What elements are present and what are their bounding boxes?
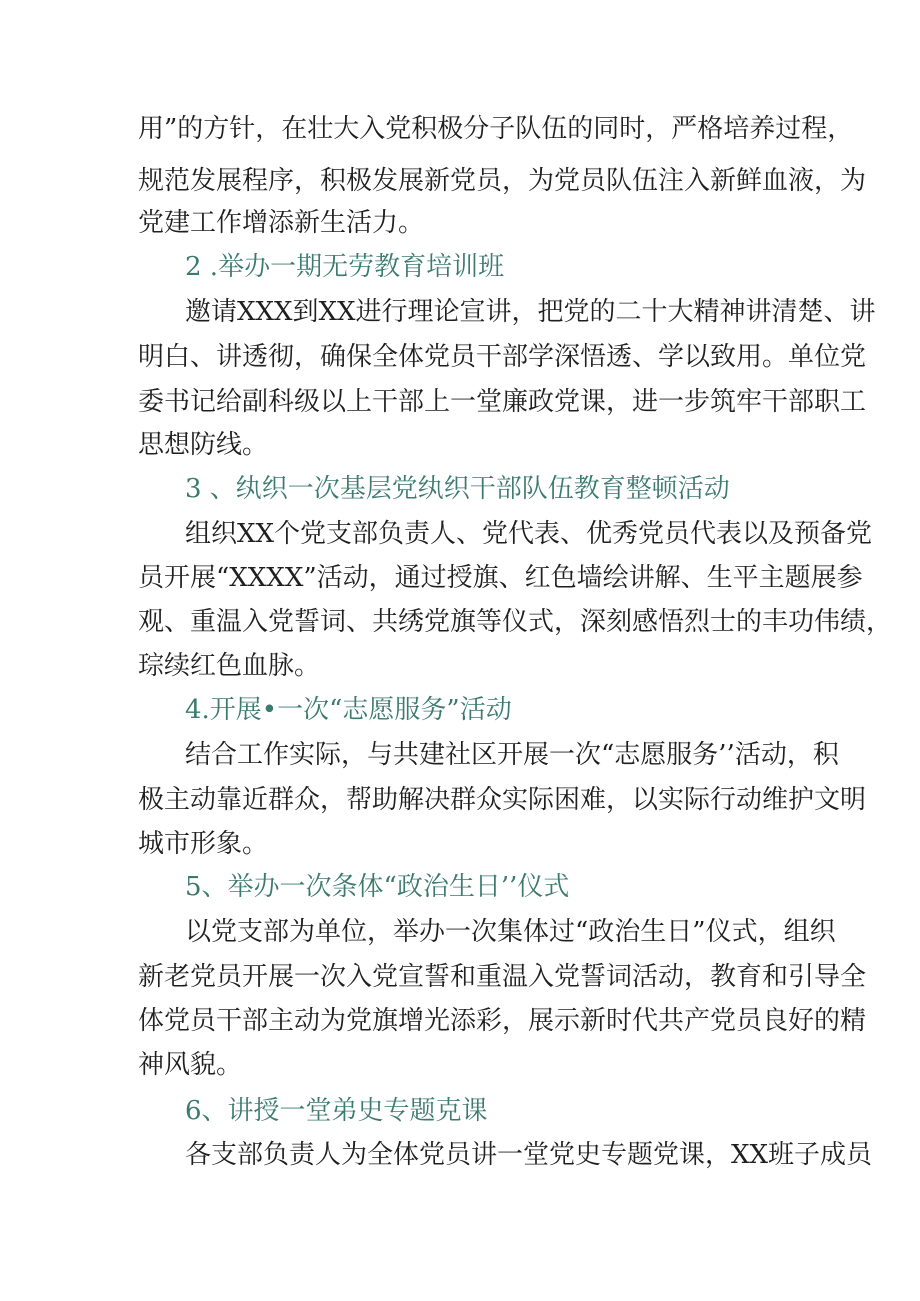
paragraph-line: 党建工作增添新生活力。	[138, 208, 425, 238]
paragraph-line: 结合工作实际，与共建社区开展一次“志愿服务’’活动，积	[185, 740, 839, 770]
paragraph-line: 以党支部为单位，举办一次集体过“政治生日”仪式，组织	[185, 917, 836, 947]
section-heading-4: 4.开展•一次“志愿服务”活动	[185, 695, 512, 725]
paragraph-line: 组织XX个党支部负责人、党代表、优秀党员代表以及预备党	[185, 519, 873, 549]
paragraph-line: 神风貌。	[138, 1050, 243, 1080]
section-heading-5: 5、举办一次条体“政治生日’’仪式	[185, 872, 570, 902]
paragraph-line: 员开展“XXXX”活动，通过授旗、红色墙绘讲解、生平主题展参	[138, 563, 863, 593]
section-heading-6: 6、讲授一堂弟史专题克课	[185, 1096, 488, 1126]
paragraph-line: 体党员干部主动为党旗增光添彩，展示新时代共产党员良好的精	[138, 1006, 867, 1036]
paragraph-line: 思想防线。	[138, 430, 269, 460]
paragraph-line: 委书记给副科级以上干部上一堂廉政党课，进一步筑牢干部职工	[138, 387, 867, 417]
paragraph-line: 观、重温入党誓词、共绣党旗等仪式，深刻感悟烈士的丰功伟绩，	[138, 607, 893, 637]
paragraph-line: 各支部负责人为全体党员讲一堂党史专题党课，XX班子成员	[185, 1140, 873, 1170]
paragraph-line: 极主动靠近群众，帮助解决群众实际困难，以实际行动维护文明	[138, 785, 867, 815]
paragraph-line: 规范发展程序，积极发展新党员，为党员队伍注入新鲜血液，为	[138, 166, 867, 196]
section-heading-2: 2 .举办一期无劳教育培训班	[185, 252, 505, 282]
paragraph-line: 城市形象。	[138, 829, 269, 859]
paragraph-line: 琮续红色血脉。	[138, 651, 321, 681]
section-heading-3: 3 、纨织一次基层党纨织干部队伍教育整顿活动	[185, 474, 730, 504]
paragraph-line: 用”的方针，在壮大入党积极分子队伍的同时，严格培养过程，	[138, 114, 854, 144]
paragraph-line: 明白、讲透彻，确保全体党员干部学深悟透、学以致用。单位党	[138, 342, 867, 372]
paragraph-line: 邀请XXX到XX进行理论宣讲，把党的二十大精神讲清楚、讲	[185, 297, 876, 327]
paragraph-line: 新老党员开展一次入党宣誓和重温入党誓词活动，教育和引导全	[138, 962, 867, 992]
